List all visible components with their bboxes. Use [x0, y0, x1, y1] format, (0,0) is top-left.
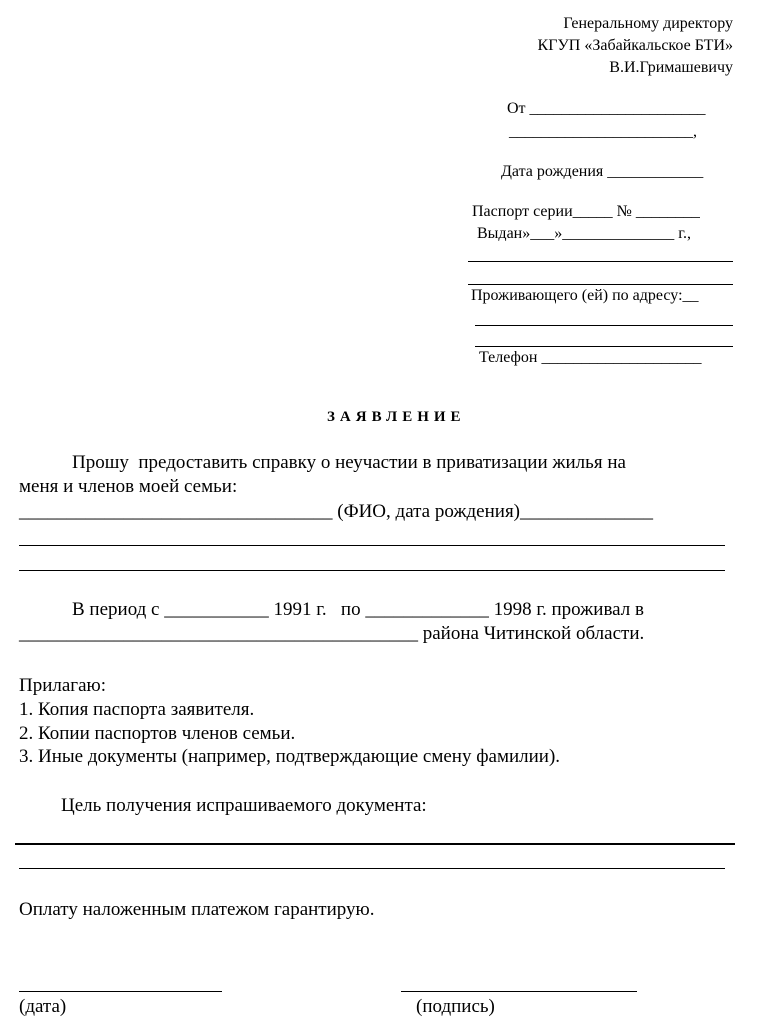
attachment-item: 2. Копии паспортов членов семьи.: [19, 723, 296, 744]
phone-field: Телефон ____________________: [479, 349, 702, 366]
addressee-position: Генеральному директору: [563, 15, 733, 32]
purpose-blank-line: [19, 868, 725, 869]
from-field-line2: _______________________,: [509, 123, 697, 140]
date-line: [19, 991, 222, 992]
attachments-label: Прилагаю:: [19, 675, 107, 696]
fio-line: _________________________________ (ФИО, дата рождения)______________: [19, 501, 654, 522]
document-title: ЗАЯВЛЕНИЕ: [327, 409, 466, 425]
passport-field: Паспорт серии_____ № ________: [472, 203, 700, 220]
address-blank-line: [475, 325, 733, 326]
family-blank-line: [19, 570, 725, 571]
purpose-label: Цель получения испрашиваемого документа:: [61, 795, 427, 816]
family-blank-line: [19, 545, 725, 546]
from-field: От ______________________: [507, 100, 706, 117]
issued-field: Выдан»___»______________ г.,: [477, 225, 691, 242]
address-field: Проживающего (ей) по адресу:__: [471, 287, 699, 304]
attachment-item: 3. Иные документы (например, подтверждающие смену фамилии).: [19, 746, 561, 767]
address-blank-line: [475, 346, 733, 347]
addressee-name: В.И.Гримашевичу: [609, 59, 733, 76]
request-line-1: Прошу предоставить справку о неучастии в приватизации жилья на: [72, 452, 626, 473]
payment-guarantee: Оплату наложенным платежом гарантирую.: [19, 899, 375, 920]
birth-date-field: Дата рождения ____________: [501, 163, 704, 180]
signature-caption: (подпись): [416, 996, 495, 1017]
purpose-blank-line: [15, 843, 735, 845]
attachment-item: 1. Копия паспорта заявителя.: [19, 699, 255, 720]
period-line-1: В период с ___________ 1991 г. по _____________ 1998 г. проживал в: [72, 599, 644, 620]
request-line-2: меня и членов моей семьи:: [19, 476, 238, 497]
header-blank-line: [468, 261, 733, 262]
date-caption: (дата): [19, 996, 67, 1017]
addressee-organization: КГУП «Забайкальское БТИ»: [537, 37, 733, 54]
period-line-2: __________________________________________ района Читинской области.: [19, 623, 645, 644]
signature-line: [401, 991, 637, 992]
header-blank-line: [468, 284, 733, 285]
